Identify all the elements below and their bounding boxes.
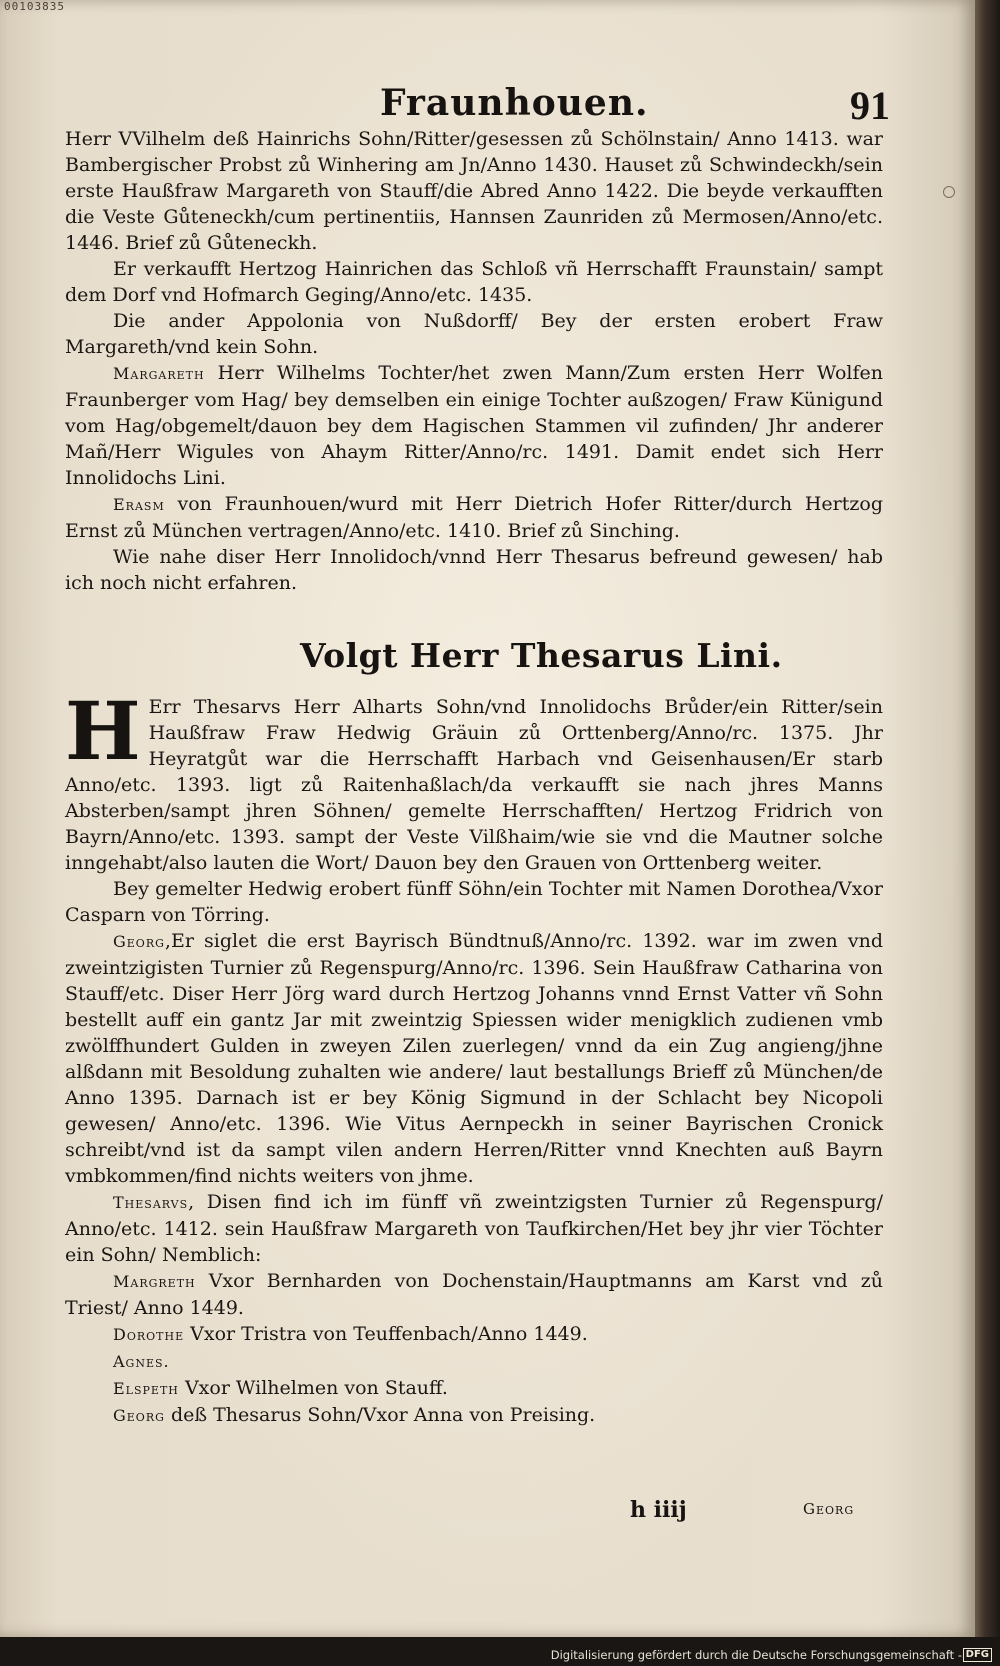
entry-label: Elspeth — [113, 1379, 179, 1398]
text-block-1 — [65, 126, 883, 596]
signature-mark: h iiij — [630, 1497, 687, 1523]
paragraph: Die ander Appolonia von Nußdorff/ Bey der ersten erobert Fraw Margareth/vnd kein Sohn. — [65, 310, 883, 358]
entry-label: Georg — [113, 1406, 165, 1425]
paragraph: Er verkaufft Hertzog Hainrichen das Schloß vñ Herrschafft Fraunstain/ sampt dem Dorf vnd Hofmarch Geging/Anno/etc. 1435. — [65, 258, 883, 306]
text-block-2 — [65, 684, 883, 1429]
paragraph: Elspeth Vxor Wilhelmen von Stauff. — [113, 1377, 448, 1399]
entry-label: Margareth — [113, 364, 205, 383]
entry-label: Erasm — [113, 495, 165, 514]
paragraph: Wie nahe diser Herr Innolidoch/vnnd Herr Thesarus befreund gewesen/ hab ich noch nicht erfahren. — [65, 546, 883, 594]
entry-label: Dorothe — [113, 1325, 185, 1344]
dfg-logo-icon: DFG — [963, 1648, 992, 1662]
footer-bar — [0, 1644, 1000, 1666]
shelfmark: 00103835 — [4, 0, 65, 13]
section-heading: Volgt Herr Thesarus Lini. — [300, 636, 783, 675]
paragraph: Margreth Vxor Bernharden von Dochenstain/Hauptmanns am Karst vnd zů Triest/ Anno 1449. — [65, 1270, 883, 1319]
paragraph: Margareth Herr Wilhelms Tochter/het zwen Mann/Zum ersten Herr Wolfen Fraunberger vom Hag/ bey demselben ein einige Tochter außzogen/ Fraw Künigund vom Hag/obgemelt/dauon bey dem Hagischen Stammen vil zufinden/ Jhr anderer Mañ/Herr Wigules von Ahaym Ritter/Anno/rc. 1491. Damit endet sich Herr Innolidochs Lini. — [65, 362, 883, 489]
running-head: Fraunhouen. — [380, 82, 649, 124]
entry-label: Thesarvs — [113, 1193, 189, 1212]
paragraph: Dorothe Vxor Tristra von Teuffenbach/Anno 1449. — [113, 1323, 588, 1345]
entry-label: Margreth — [113, 1272, 196, 1291]
drop-cap: H — [65, 684, 141, 778]
paragraph: Thesarvs, Disen find ich im fünff vñ zweintzigsten Turnier zů Regenspurg/ Anno/etc. 1412. sein Haußfraw Margareth von Taufkirchen/Het bey jhr vier Töchter ein Sohn/ Nemblich: — [65, 1191, 883, 1266]
footer-credit: Digitalisierung gefördert durch die Deutsche Forschungsgemeinschaft - — [550, 1648, 962, 1662]
paragraph: Georg deß Thesarus Sohn/Vxor Anna von Preising. — [113, 1404, 596, 1426]
ring-mark-icon — [943, 186, 955, 198]
entry-label: Agnes. — [113, 1352, 170, 1371]
paragraph: H Err Thesarvs Herr Alharts Sohn/vnd Innolidochs Brůder/ein Ritter/sein Haußfraw Fraw Hedwig Gräuin zů Orttenberg/Anno/rc. 1375. Jhr Heyratgůt war die Herrschafft Harbach vnd Geisenhausen/Er starb Anno/etc. 1393. ligt zů Raitenhaßlach/da verkaufft sie nach jhres Manns Absterben/sampt jhren Söhnen/ gemelte Herrschafften/ Hertzog Fridrich von Bayrn/Anno/etc. 1393. sampt der Veste Vilßhaim/wie sie vnd die Mautner solche inngehabt/also lauten die Wort/ Dauon bey den Grauen von Orttenberg weiter. — [65, 684, 883, 874]
paragraph: Bey gemelter Hedwig erobert fünff Söhn/ein Tochter mit Namen Dorothea/Vxor Casparn von Törring. — [65, 878, 883, 926]
catchword: Georg — [803, 1500, 855, 1518]
paragraph: Herr VVilhelm deß Hainrichs Sohn/Ritter/gesessen zů Schölnstain/ Anno 1413. war Bambergischer Probst zů Winhering am Jn/Anno 1430. Hauset zů Schwindeckh/sein erste Haußfraw Margareth von Stauff/die Abred Anno 1422. Die beyde verkaufften die Veste Gůteneckh/cum pertinentiis, Hannsen Zaunriden zů Mermosen/Anno/etc. 1446. Brief zů Gůteneckh. — [65, 128, 883, 254]
paragraph: Georg,Er siglet die erst Bayrisch Bündtnuß/Anno/rc. 1392. war im zwen vnd zweintzigisten Turnier zů Regenspurg/Anno/rc. 1396. Sein Haußfraw Catharina von Stauff/etc. Diser Herr Jörg ward durch Hertzog Johanns vnnd Ernst Vatter vñ Sohn bestellt auff ein gantz Jar mit zweintzig Spiessen wider menigklich zudienen vmb zwölffhundert Gulden in zweyen Zilen zuerlegen/ vnnd da ein Zug angieng/jhne alßdann mit Besoldung zuhalten wie andere/ laut bestallungs Brieff zů München/de Anno 1395. Darnach ist er bey König Sigmund in der Schlacht bey Nicopoli gewesen/ Anno/etc. 1396. Wie Vitus Aernpeckh in seiner Bayrischen Cronick schreibt/vnd ist da sampt vilen andern Herren/Ritter vnnd Knechten auß Bayrn vmbkommen/find nichts weiters von jhme. — [65, 930, 883, 1187]
entry-label: Georg — [113, 932, 165, 951]
book-edge — [975, 0, 1000, 1637]
folio-number: 91 — [850, 83, 890, 128]
paragraph — [65, 1348, 883, 1375]
paragraph: Erasm von Fraunhouen/wurd mit Herr Dietrich Hofer Ritter/durch Hertzog Ernst zů München vertragen/Anno/etc. 1410. Brief zů Sinching. — [65, 493, 883, 542]
